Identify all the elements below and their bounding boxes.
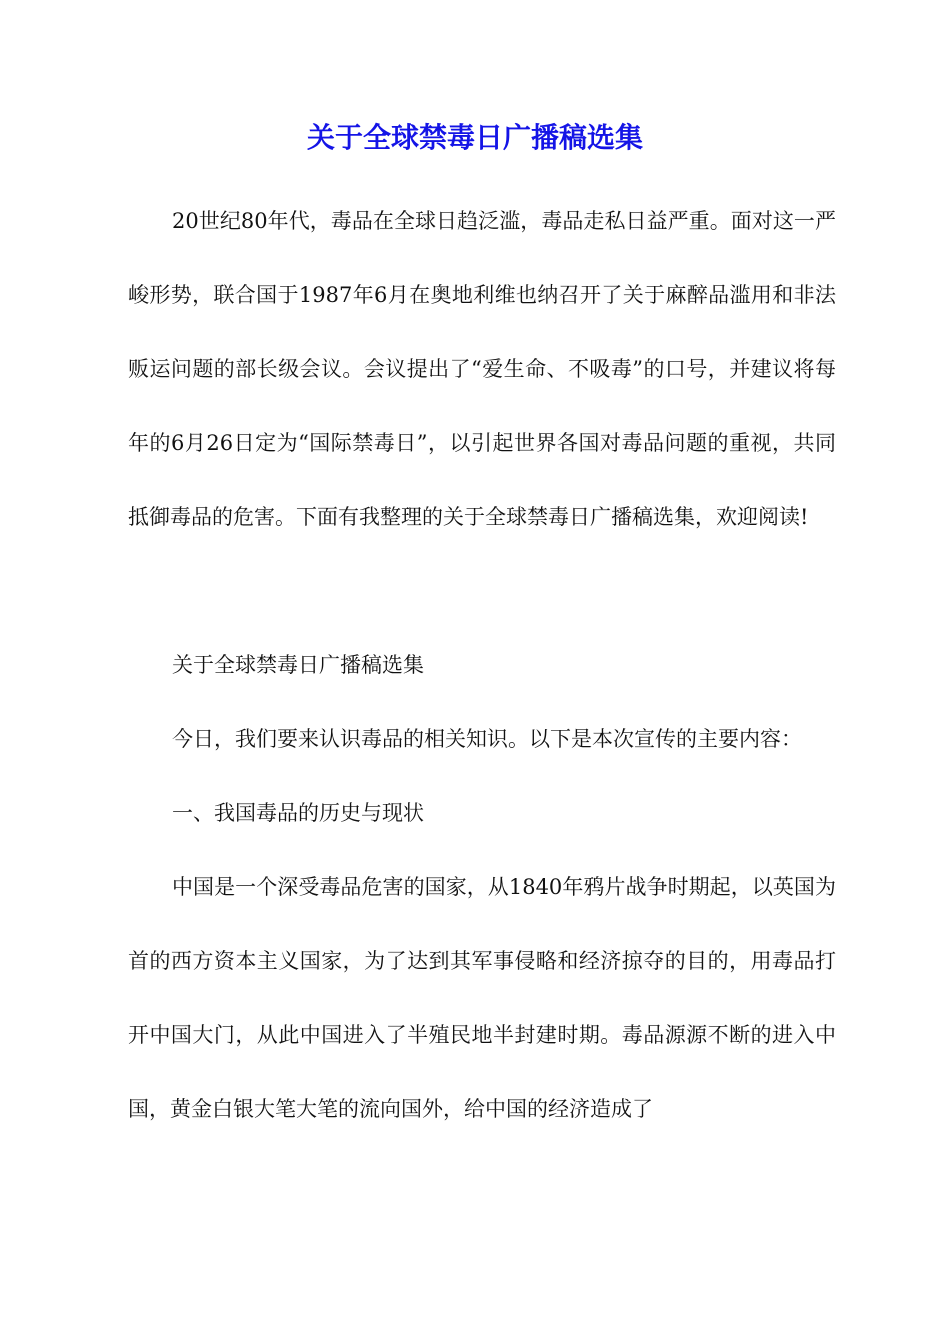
body-paragraph: 今日，我们要来认识毒品的相关知识。以下是本次宣传的主要内容：	[172, 727, 802, 751]
body-paragraph: 中国是一个深受毒品危害的国家，从1840年鸦片战争时期起，以英国为首的西方资本主义国家，为了达到其军事侵略和经济掠夺的目的，用毒品打开中国大门，从此中国进入了半殖民地半封建时期。毒品源源不断的进入中国，黄金白银大笔大笔的流向国外，给中国的经济造成了	[128, 875, 836, 1121]
document-body	[128, 184, 836, 1146]
document-title: 关于全球禁毒日广播稿选集	[306, 121, 643, 154]
intro-paragraph: 20世纪80年代，毒品在全球日趋泛滥，毒品走私日益严重。面对这一严峻形势，联合国于1987年6月在奥地利维也纳召开了关于麻醉品滥用和非法贩运问题的部长级会议。会议提出了“爱生命、不吸毒”的口号，并建议将每年的6月26日定为“国际禁毒日”，以引起世界各国对毒品问题的重视，共同抵御毒品的危害。下面有我整理的关于全球禁毒日广播稿选集，欢迎阅读!	[128, 209, 836, 529]
section-heading: 关于全球禁毒日广播稿选集	[172, 653, 424, 677]
subsection-heading: 一、我国毒品的历史与现状	[172, 801, 424, 825]
paragraph-spacer	[128, 554, 836, 628]
